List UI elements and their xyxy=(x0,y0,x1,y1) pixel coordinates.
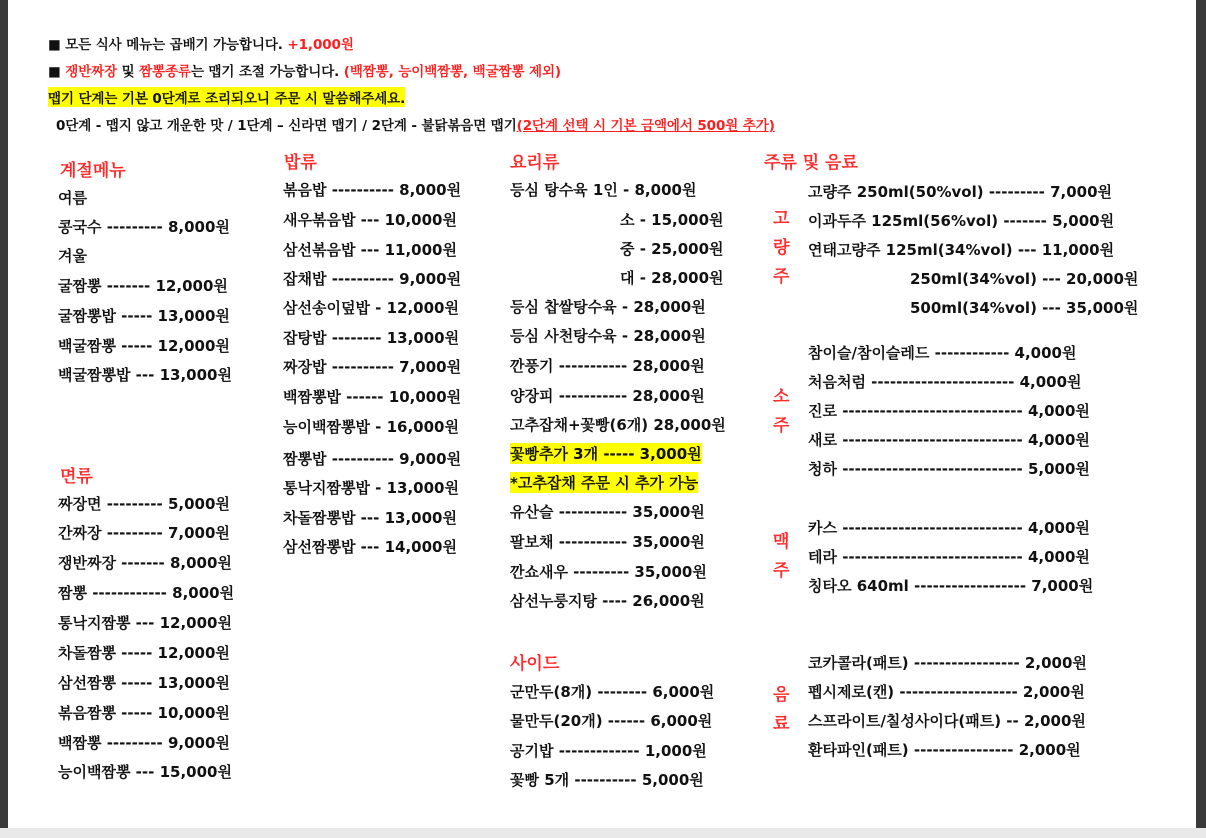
soju-label: 소주 xyxy=(773,387,790,436)
goryangju-item: 500ml(34%vol) --- 35,000원 xyxy=(910,299,1139,317)
noodle-item: 백짬뽕 --------- 9,000원 xyxy=(58,734,230,752)
menu-page xyxy=(8,0,1196,828)
notice-2-bullet: ■ xyxy=(48,64,66,80)
notice-double-portion xyxy=(48,33,354,53)
noodles-header: 면류 xyxy=(60,467,93,487)
seasonal-header: 계절메뉴 xyxy=(60,161,126,181)
rice-item: 짜장밥 ---------- 7,000원 xyxy=(283,358,462,376)
seasonal-item: 백굴짬뽕 ----- 12,000원 xyxy=(58,337,230,355)
noodle-item: 쟁반짜장 ------- 8,000원 xyxy=(58,554,232,572)
page-bottom-strip xyxy=(0,828,1206,838)
rice-header: 밥류 xyxy=(284,153,317,173)
side-item: 물만두(20개) ------ 6,000원 xyxy=(510,712,713,730)
beverage-item: 스프라이트/칠성사이다(패트) -- 2,000원 xyxy=(808,712,1086,730)
soju-item: 청하 ----------------------------- 5,000원 xyxy=(808,460,1090,478)
dish-item: 깐풍기 ----------- 28,000원 xyxy=(510,357,705,375)
beverage-label: 음료 xyxy=(773,685,790,734)
dish-item: 고추잡채+꽃빵(6개) 28,000원 xyxy=(510,416,726,434)
rice-item: 삼선송이덮밥 - 12,000원 xyxy=(283,299,459,317)
goryangju-item: 연태고량주 125ml(34%vol) --- 11,000원 xyxy=(808,241,1115,259)
beer-item: 카스 ----------------------------- 4,000원 xyxy=(808,519,1090,537)
goryangju-item: 250ml(34%vol) --- 20,000원 xyxy=(910,270,1139,288)
noodle-item: 삼선짬뽕 ----- 13,000원 xyxy=(58,674,230,692)
seasonal-item: 겨울 xyxy=(58,247,87,265)
dish-item: 등심 사천탕수육 - 28,000원 xyxy=(510,327,706,345)
noodle-item: 차돌짬뽕 ----- 12,000원 xyxy=(58,644,230,662)
rice-item: 통낙지짬뽕밥 - 13,000원 xyxy=(283,479,459,497)
notice-2-and: 및 xyxy=(117,64,140,80)
goryangju-label: 고량주 xyxy=(773,209,790,287)
noodle-item: 짜장면 --------- 5,000원 xyxy=(58,495,230,513)
dish-note-highlight: *고추잡채 주문 시 추가 가능 xyxy=(510,474,699,492)
dish-item: 등심 탕수육 1인 - 8,000원 xyxy=(510,181,697,199)
notice-2-jjamppong: 짬뽕종류 xyxy=(139,64,191,80)
rice-item: 잡채밥 ---------- 9,000원 xyxy=(283,270,462,288)
soju-item: 새로 ----------------------------- 4,000원 xyxy=(808,431,1090,449)
side-item: 공기밥 ------------- 1,000원 xyxy=(510,742,707,760)
side-item: 군만두(8개) -------- 6,000원 xyxy=(510,683,715,701)
dish-item: 깐쇼새우 --------- 35,000원 xyxy=(510,563,707,581)
notice-1-price: +1,000원 xyxy=(287,37,354,53)
rice-item: 삼선짬뽕밥 --- 14,000원 xyxy=(283,538,457,556)
notice-2-exclusion: (백짬뽕, 능이백짬뽕, 백굴짬뽕 제외) xyxy=(343,64,561,80)
notice-4-levels: 0단계 - 맵지 않고 개운한 맛 / 1단계 – 신라면 맵기 / 2단계 - 불닭볶음면 맵기 xyxy=(56,118,517,134)
dish-item: 등심 찹쌀탕수육 - 28,000원 xyxy=(510,298,706,316)
notice-spicy-adjust xyxy=(48,60,561,80)
beverage-item: 펩시제로(캔) ------------------- 2,000원 xyxy=(808,683,1085,701)
beer-item: 칭타오 640ml ------------------ 7,000원 xyxy=(808,577,1094,595)
dish-item: 유산슬 ----------- 35,000원 xyxy=(510,503,705,521)
seasonal-item: 백굴짬뽕밥 --- 13,000원 xyxy=(58,366,232,384)
side-item: 꽃빵 5개 ---------- 5,000원 xyxy=(510,771,704,789)
noodle-item: 통낙지짬뽕 --- 12,000원 xyxy=(58,614,232,632)
beer-label: 맥주 xyxy=(773,532,790,581)
notice-spicy-level-highlight: 맵기 단계는 기본 0단계로 조리되오니 주문 시 말씀해주세요. xyxy=(48,87,405,107)
notice-2-text: 는 맵기 조절 가능합니다. xyxy=(190,64,344,80)
dish-item: 중 - 25,000원 xyxy=(620,240,724,258)
soju-item: 참이슬/참이슬레드 ------------ 4,000원 xyxy=(808,344,1077,362)
beverage-item: 코카콜라(패트) ----------------- 2,000원 xyxy=(808,654,1087,672)
soju-item: 진로 ----------------------------- 4,000원 xyxy=(808,402,1090,420)
dish-item-highlight: 꽃빵추가 3개 ----- 3,000원 xyxy=(510,445,702,463)
beer-item: 테라 ----------------------------- 4,000원 xyxy=(808,548,1090,566)
dish-item: 소 - 15,000원 xyxy=(620,211,724,229)
noodle-item: 간짜장 --------- 7,000원 xyxy=(58,524,230,542)
seasonal-item: 굴짬뽕 ------- 12,000원 xyxy=(58,277,228,295)
sides-header: 사이드 xyxy=(510,654,560,674)
beverage-item: 환타파인(패트) ---------------- 2,000원 xyxy=(808,741,1081,759)
noodle-item: 짬뽕 ------------ 8,000원 xyxy=(58,584,235,602)
rice-item: 새우볶음밥 --- 10,000원 xyxy=(283,211,457,229)
noodle-item: 능이백짬뽕 --- 15,000원 xyxy=(58,763,232,781)
notice-2-jjajang: 쟁반짜장 xyxy=(65,64,118,80)
seasonal-item: 여름 xyxy=(58,189,87,207)
dishes-header: 요리류 xyxy=(510,153,560,173)
rice-item: 잡탕밥 -------- 13,000원 xyxy=(283,329,460,347)
noodle-item: 볶음짬뽕 ----- 10,000원 xyxy=(58,704,230,722)
goryangju-item: 고량주 250ml(50%vol) --------- 7,000원 xyxy=(808,183,1113,201)
dish-item: 양장피 ----------- 28,000원 xyxy=(510,387,705,405)
goryangju-item: 이과두주 125ml(56%vol) ------- 5,000원 xyxy=(808,212,1115,230)
dish-item: 대 - 28,000원 xyxy=(620,269,724,287)
rice-item: 차돌짬뽕밥 --- 13,000원 xyxy=(283,509,457,527)
rice-item: 볶음밥 ---------- 8,000원 xyxy=(283,181,462,199)
notice-1-text: ■ 모든 식사 메뉴는 곱배기 가능합니다. xyxy=(48,37,288,53)
rice-item: 백짬뽕밥 ------ 10,000원 xyxy=(283,388,462,406)
notice-spicy-levels xyxy=(56,114,775,134)
seasonal-item: 굴짬뽕밥 ----- 13,000원 xyxy=(58,307,230,325)
drinks-header: 주류 및 음료 xyxy=(764,153,858,173)
notice-4-surcharge: (2단계 선택 시 기본 금액에서 500원 추가) xyxy=(516,118,775,134)
seasonal-item: 콩국수 --------- 8,000원 xyxy=(58,218,230,236)
rice-item: 능이백짬뽕밥 - 16,000원 xyxy=(283,418,459,436)
soju-item: 처음처럼 ----------------------- 4,000원 xyxy=(808,373,1082,391)
dish-item: 팔보채 ----------- 35,000원 xyxy=(510,533,705,551)
rice-item: 짬뽕밥 ---------- 9,000원 xyxy=(283,450,462,468)
dish-item: 삼선누룽지탕 ---- 26,000원 xyxy=(510,592,705,610)
rice-item: 삼선볶음밥 --- 11,000원 xyxy=(283,241,457,259)
